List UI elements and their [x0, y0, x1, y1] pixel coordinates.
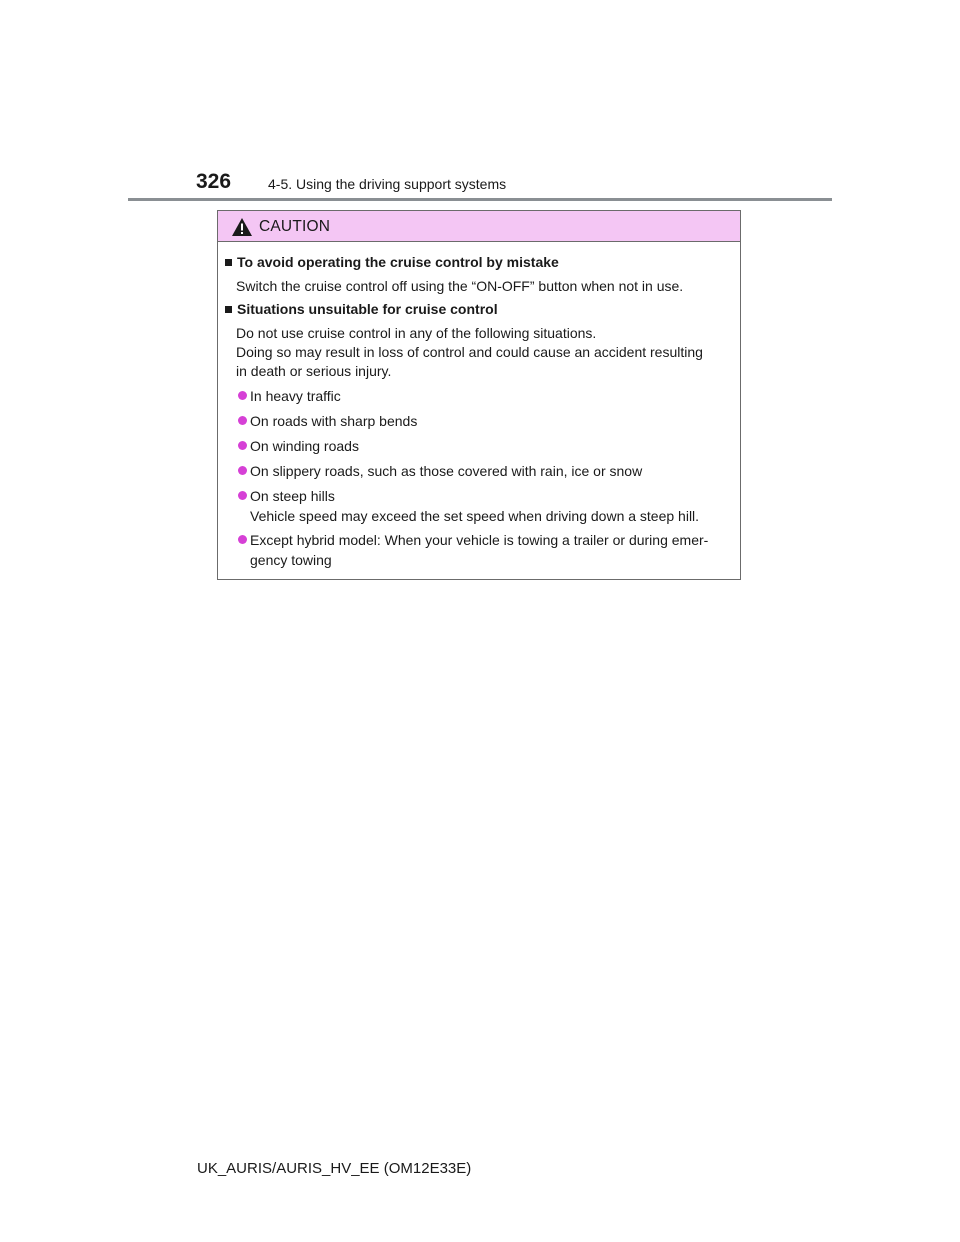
list-item — [236, 461, 741, 481]
caution-label: CAUTION — [259, 218, 331, 235]
paragraph-line: Doing so may result in loss of control and could cause an accident resulting — [236, 344, 703, 360]
header-divider — [128, 198, 832, 201]
list-item — [236, 386, 741, 406]
list-item — [236, 436, 741, 456]
square-bullet-icon — [225, 306, 232, 313]
caution-header — [218, 211, 740, 242]
paragraph-line: in death or serious injury. — [236, 363, 392, 379]
caution-box — [217, 210, 741, 580]
circle-bullet-icon — [238, 491, 247, 500]
paragraph-line: Do not use cruise control in any of the following situations. — [236, 325, 597, 341]
list-item-text: gency towing — [250, 552, 332, 568]
list-item — [236, 411, 741, 431]
list-item — [236, 530, 741, 570]
list-item-text: In heavy traffic — [250, 388, 341, 404]
list-item-text: Except hybrid model: When your vehicle is towing a trailer or during emer- — [250, 532, 709, 548]
list-item — [236, 486, 741, 526]
section-heading — [225, 254, 559, 270]
circle-bullet-icon — [238, 391, 247, 400]
list-item-text: On roads with sharp bends — [250, 413, 418, 429]
circle-bullet-icon — [238, 466, 247, 475]
list-item-text: On slippery roads, such as those covered with rain, ice or snow — [250, 463, 643, 479]
list-item-text: On winding roads — [250, 438, 359, 454]
warning-triangle-icon — [231, 217, 253, 237]
circle-bullet-icon — [238, 441, 247, 450]
list-item-text: Vehicle speed may exceed the set speed when driving down a steep hill. — [250, 508, 700, 524]
section-heading-text: Situations unsuitable for cruise control — [237, 301, 498, 317]
circle-bullet-icon — [238, 535, 247, 544]
section-heading — [225, 301, 498, 317]
page-number: 326 — [196, 170, 232, 193]
section-heading-text: To avoid operating the cruise control by mistake — [237, 254, 559, 270]
square-bullet-icon — [225, 259, 232, 266]
footer-model-code: UK_AURIS/AURIS_HV_EE (OM12E33E) — [197, 1160, 472, 1177]
circle-bullet-icon — [238, 416, 247, 425]
section-title: 4-5. Using the driving support systems — [268, 176, 507, 192]
page-header — [0, 0, 960, 210]
list-item-text: On steep hills — [250, 488, 335, 504]
paragraph-line: Switch the cruise control off using the “ON-OFF” button when not in use. — [236, 278, 684, 294]
